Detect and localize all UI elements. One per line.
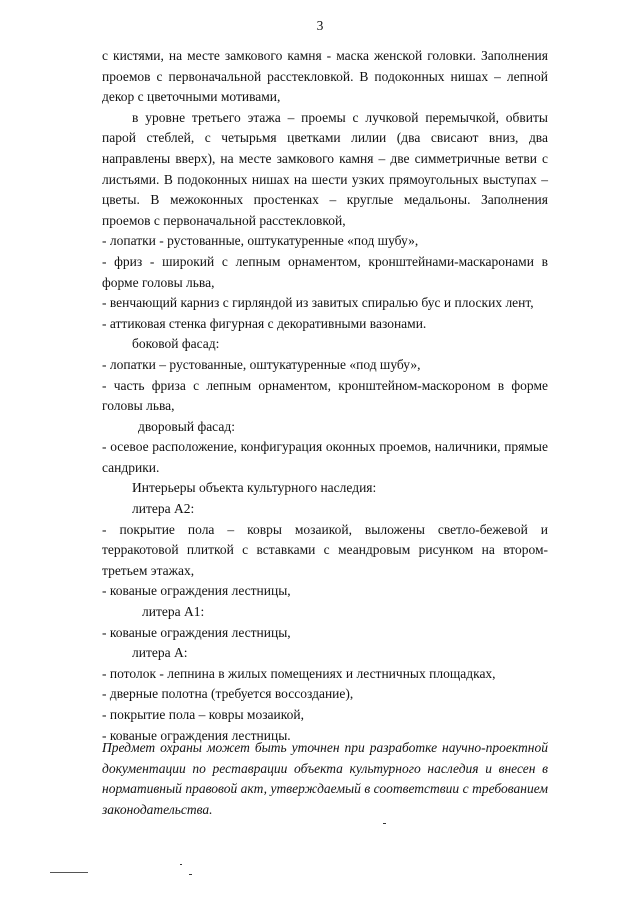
heading-interiors: Интерьеры объекта культурного наследия: [132,480,377,496]
heading-litera-a2: литера А2: [132,501,195,517]
heading-litera-a: литера А: [132,645,188,661]
scan-mark-dot-2 [189,874,192,875]
list-item-a1-railings: - кованые ограждения лестницы, [102,624,291,640]
list-item-a2-floor: - покрытие пола – ковры мозаикой, выложены светло-бежевой и терракотовой плиткой с вставками с меандровым рисунком на втором-третьем этажах, [102,521,548,578]
list-item-a-floor: - покрытие пола – ковры мозаикой, [102,707,304,722]
scan-mark-dot [180,864,182,865]
list-item-a2-railings: - кованые ограждения лестницы, [102,583,291,599]
heading-courtyard-facade: дворовый фасад: [138,418,235,434]
scan-mark [383,823,386,824]
list-item-a-ceiling: - потолок - лепнина в жилых помещениях и лестничных площадках, [102,665,496,681]
list-item-a-doors: - дверные полотна (требуется воссоздание), [102,686,354,702]
list-item-pilasters: - лопатки - рустованные, оштукатуренные «под шубу», [102,233,419,249]
document-body [102,46,548,746]
note-italic: Предмет охраны может быть уточнен при разработке научно-проектной документации по реставрации объекта культурного наследия и внесен в нормативный правовой акт, утверждаемый в соответствии с требованием законодательства. [102,740,548,817]
list-item-frieze: - фриз - широкий с лепным орнаментом, кронштейнами-маскаронами в форме головы льва, [102,253,548,290]
paragraph-third-floor: в уровне третьего этажа – проемы с лучковой перемычкой, обвиты парой стеблей, с четырьмя цветками лилии (два свисают вниз, два направлены вверх), на месте замкового камня – две симметричные ветви с листьями. В подоконных нишах на шести узких прямоугольных выступах – цветы. В межоконных простенках – круглые медальоны. Заполнения проемов с первоначальной расстекловкой, [102,109,548,228]
list-item-cornice: - венчающий карниз с гирляндой из завитых спиралью бус и плоских лент, [102,295,534,311]
list-item-attic: - аттиковая стенка фигурная с декоративными вазонами. [102,315,427,331]
heading-litera-a1: литера А1: [142,604,205,620]
list-item-side-pilasters: - лопатки – рустованные, оштукатуренные «под шубу», [102,356,421,372]
heading-side-facade: боковой фасад: [132,336,220,352]
list-item-side-frieze: - часть фриза с лепным орнаментом, кронштейном-маскороном в форме головы льва, [102,377,548,414]
paragraph-facade-decor: с кистями, на месте замкового камня - маска женской головки. Заполнения проемов с первоначальной расстекловкой. В подоконных нишах – лепной декор с цветочными мотивами, [102,48,548,105]
list-item-a-railings: - кованые ограждения лестницы. [102,727,291,743]
page-number: 3 [316,18,324,33]
list-item-courtyard-windows: - осевое расположение, конфигурация оконных проемов, наличники, прямые сандрики. [102,439,548,475]
scan-mark-line [50,872,88,873]
